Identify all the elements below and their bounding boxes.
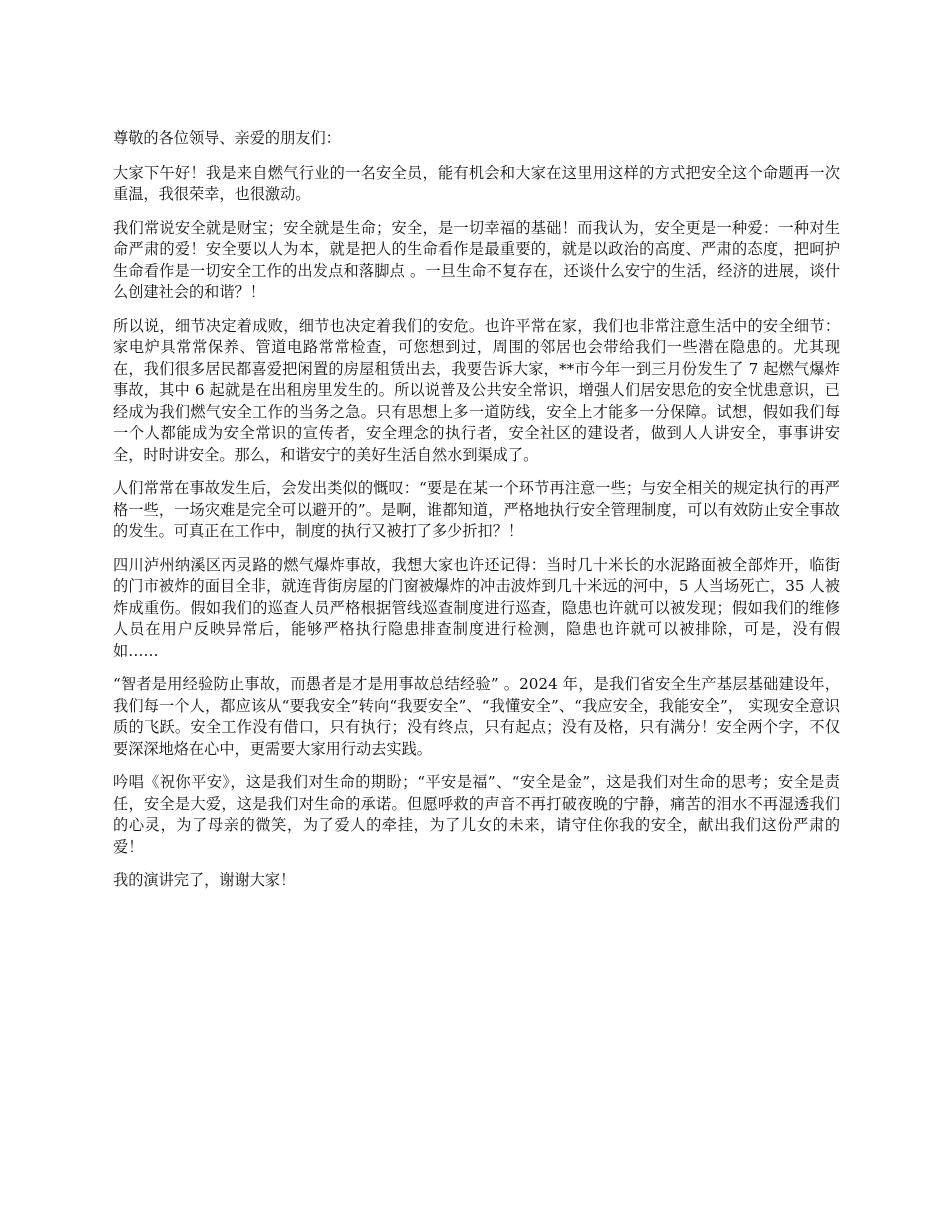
paragraph-safety-love: 我们常说安全就是财宝；安全就是生命；安全，是一切幸福的基础！而我认为，安全更是一种爱：一种对生命严肃的爱！安全要以人为本，就是把人的生命看作是最重要的，就是以政治的高度、严肃的态度，把呵护生命看作是一切安全工作的出发点和落脚点 。一旦生命不复存在，还谈什么安宁的生活，经济的进展，谈什么创建社会的和谐？！ <box>113 218 840 301</box>
paragraph-wisdom: “智者是用经验防止事故，而愚者是才是用事故总结经验” 。2024 年，是我们省安全生产基层基础建设年，我们每一个人，都应该从“要我安全”转向“我要安全”、“我懂安全”、“我应安全，我能安全”， 实现安全意识质的飞跃。安全工作没有借口，只有执行；没有终点，只有起点；没有及格，只有满分！安全两个字，不仅要深深地烙在心中，更需要大家用行动去实践。 <box>113 675 840 758</box>
speech-document <box>113 128 840 904</box>
paragraph-regret: 人们常常在事故发生后，会发出类似的慨叹：“要是在某一个环节再注意一些；与安全相关的规定执行的再严格一些，一场灾难是完全可以避开的”。是啊，谁都知道，严格地执行安全管理制度，可以有效防止安全事故的发生。可真正在工作中，制度的执行又被打了多少折扣？！ <box>113 479 840 540</box>
paragraph-closing-wish: 吟唱《祝你平安》，这是我们对生命的期盼；“平安是福”、“安全是金”，这是我们对生命的思考；安全是责任，安全是大爱，这是我们对生命的承诺。但愿呼救的声音不再打破夜晚的宁静，痛苦的泪水不再湿透我们的心灵，为了母亲的微笑，为了爱人的牵挂，为了儿女的未来，请守住你我的安全，献出我们这份严肃的爱！ <box>113 773 840 856</box>
greeting-line: 尊敬的各位领导、亲爱的朋友们： <box>113 129 341 147</box>
paragraph-details: 所以说，细节决定着成败，细节也决定着我们的安危。也许平常在家，我们也非常注意生活中的安全细节：家电炉具常常保养、管道电路常常检查，可您想到过，周围的邻居也会带给我们一些潜在隐患的。尤其现在，我们很多居民都喜爱把闲置的房屋租赁出去，我要告诉大家，**市今年一到三月份发生了 7 起燃气爆炸事故，其中 6 起就是在出租房里发生的。所以说普及公共安全常识，增强人们居安思危的安全忧患意识，已经成为我们燃气安全工作的当务之急。只有思想上多一道防线，安全上才能多一分保障。试想，假如我们每一个人都能成为安全常识的宣传者，安全理念的执行者，安全社区的建设者，做到人人讲安全，事事讲安全，时时讲安全。那么，和谐安宁的美好生活自然水到渠成了。 <box>113 316 840 464</box>
paragraph-accident-example: 四川泸州纳溪区丙灵路的燃气爆炸事故，我想大家也许还记得：当时几十米长的水泥路面被全部炸开，临街的门市被炸的面目全非，就连背街房屋的门窗被爆炸的冲击波炸到几十米远的河中，5 人当场死亡，35 人被炸成重伤。假如我们的巡查人员严格根据管线巡查制度进行巡查，隐患也许就可以被发现；假如我们的维修人员在用户反映异常后，能够严格执行隐患排查制度进行检测，隐患也许就可以被排除，可是，没有假如…… <box>113 555 840 660</box>
paragraph-opening: 大家下午好！我是来自燃气行业的一名安全员，能有机会和大家在这里用这样的方式把安全这个命题再一次重温，我很荣幸，也很激动。 <box>113 163 840 203</box>
paragraph-thanks: 我的演讲完了，谢谢大家！ <box>113 871 296 889</box>
